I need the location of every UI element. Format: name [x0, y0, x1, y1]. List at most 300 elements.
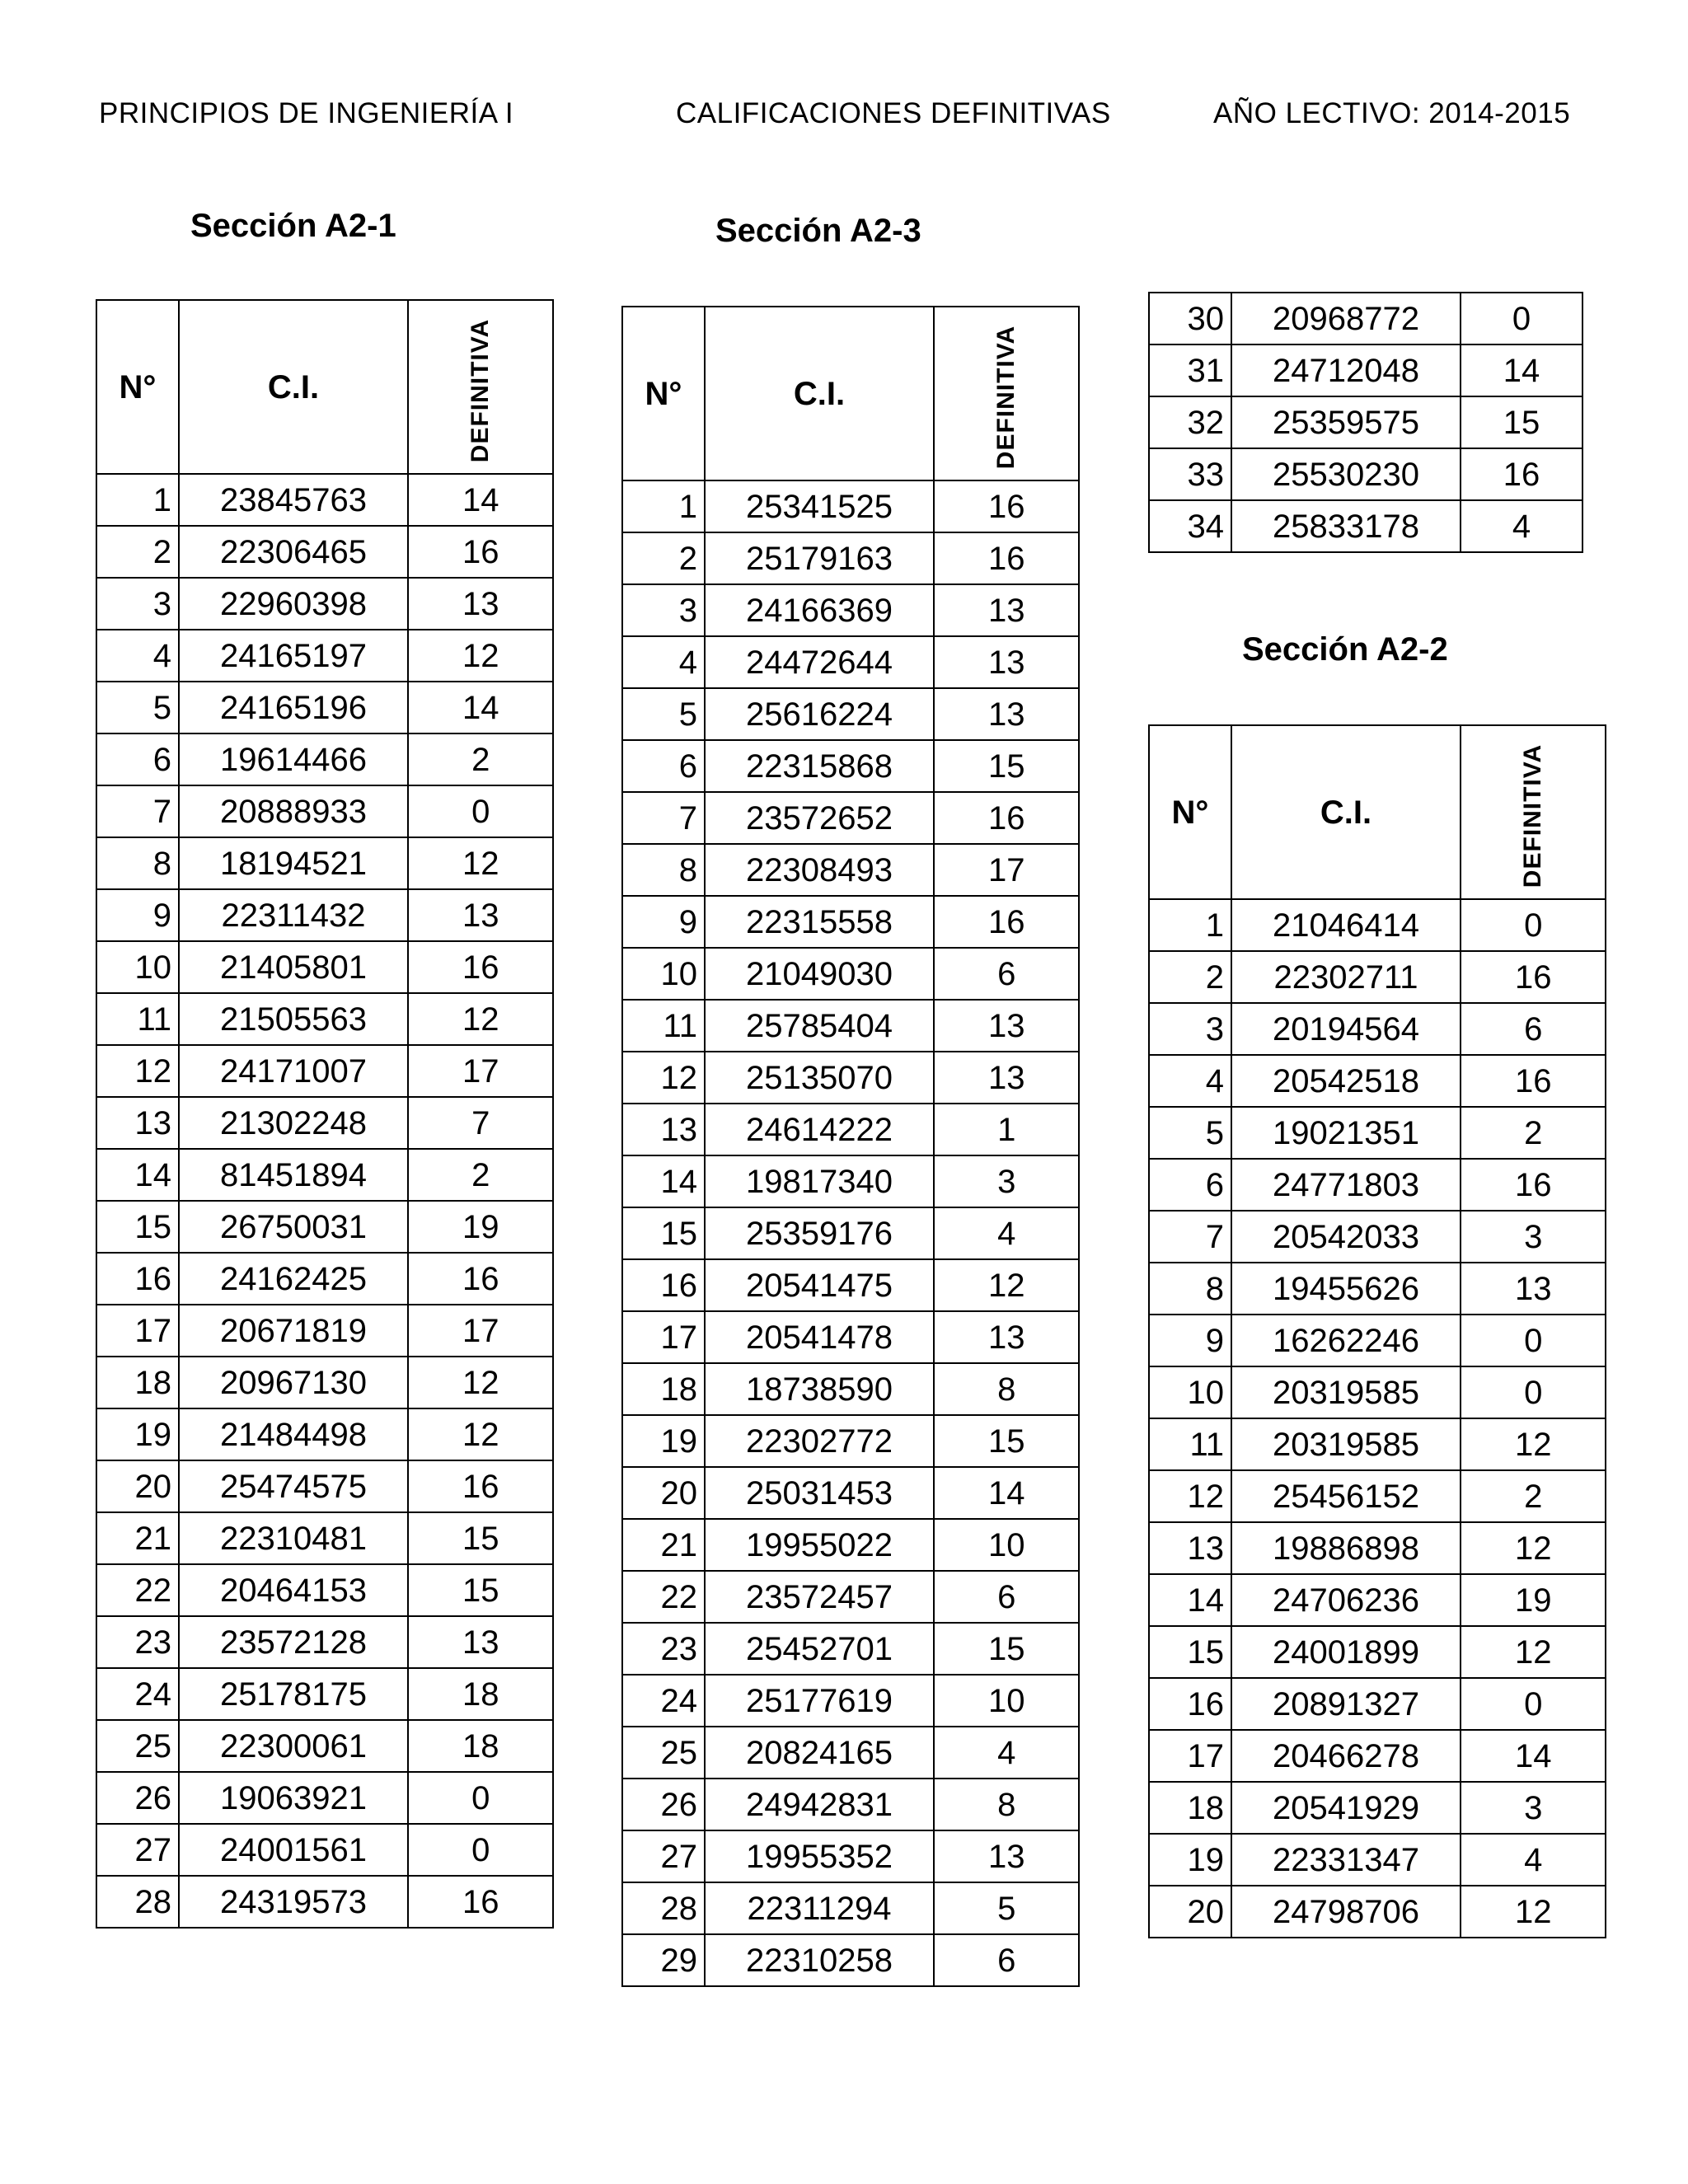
row-number: 14	[96, 1149, 179, 1201]
ci-number: 22308493	[705, 844, 934, 896]
ci-number: 20541475	[705, 1259, 934, 1311]
row-number: 32	[1149, 396, 1231, 448]
final-grade: 16	[934, 532, 1079, 584]
table-row	[622, 1779, 1079, 1830]
column-header-number: N°	[622, 307, 705, 480]
ci-number: 24001561	[179, 1824, 408, 1876]
table-row	[1149, 293, 1582, 344]
final-grade: 15	[934, 1415, 1079, 1467]
table-row	[96, 682, 553, 733]
row-number: 6	[96, 733, 179, 785]
table-row	[96, 1772, 553, 1824]
final-grade: 17	[408, 1045, 553, 1097]
row-number: 3	[1149, 1003, 1231, 1055]
ci-number: 24171007	[179, 1045, 408, 1097]
final-grade: 12	[934, 1259, 1079, 1311]
table-row	[96, 889, 553, 941]
final-grade: 4	[1461, 500, 1582, 552]
table-row	[622, 1000, 1079, 1052]
row-number: 9	[1149, 1315, 1231, 1366]
table-row	[1149, 1159, 1606, 1211]
final-grade: 16	[1461, 448, 1582, 500]
final-grade: 14	[408, 474, 553, 526]
row-number: 3	[96, 578, 179, 630]
table-row	[96, 1408, 553, 1460]
ci-number: 20319585	[1231, 1418, 1461, 1470]
ci-number: 23572128	[179, 1616, 408, 1668]
ci-number: 25474575	[179, 1460, 408, 1512]
row-number: 28	[96, 1876, 179, 1928]
ci-number: 25833178	[1231, 500, 1461, 552]
section-a2-2-title: Sección A2-2	[1242, 631, 1448, 668]
table-row	[1149, 1886, 1606, 1938]
row-number: 20	[1149, 1886, 1231, 1938]
ci-number: 20466278	[1231, 1730, 1461, 1782]
column-header-number: N°	[96, 300, 179, 474]
final-grade: 8	[934, 1779, 1079, 1830]
row-number: 12	[622, 1052, 705, 1104]
row-number: 27	[622, 1830, 705, 1882]
ci-number: 19955022	[705, 1519, 934, 1571]
table-row	[622, 1259, 1079, 1311]
final-grade: 12	[408, 993, 553, 1045]
row-number: 11	[96, 993, 179, 1045]
final-grade: 19	[408, 1201, 553, 1253]
table-row	[622, 1727, 1079, 1779]
column-header-number: N°	[1149, 725, 1231, 899]
ci-number: 20671819	[179, 1305, 408, 1357]
final-grade: 14	[1461, 344, 1582, 396]
table-row	[622, 584, 1079, 636]
table-row	[1149, 1315, 1606, 1366]
row-number: 5	[622, 688, 705, 740]
table-row	[622, 1882, 1079, 1934]
ci-number: 24798706	[1231, 1886, 1461, 1938]
row-number: 23	[622, 1623, 705, 1675]
ci-number: 20888933	[179, 785, 408, 837]
ci-number: 24165197	[179, 630, 408, 682]
ci-number: 22315868	[705, 740, 934, 792]
row-number: 13	[1149, 1522, 1231, 1574]
row-number: 2	[96, 526, 179, 578]
grades-table-a2-2	[1148, 724, 1606, 1938]
table-row	[1149, 1211, 1606, 1263]
ci-number: 20542033	[1231, 1211, 1461, 1263]
ci-number: 24706236	[1231, 1574, 1461, 1626]
ci-number: 24771803	[1231, 1159, 1461, 1211]
final-grade: 13	[408, 1616, 553, 1668]
row-number: 4	[1149, 1055, 1231, 1107]
row-number: 27	[96, 1824, 179, 1876]
row-number: 4	[622, 636, 705, 688]
ci-number: 21505563	[179, 993, 408, 1045]
row-number: 19	[1149, 1834, 1231, 1886]
ci-number: 24319573	[179, 1876, 408, 1928]
column-header-definitiva: DEFINITIVA	[934, 307, 1079, 480]
ci-number: 22311432	[179, 889, 408, 941]
ci-number: 23572457	[705, 1571, 934, 1623]
ci-number: 25456152	[1231, 1470, 1461, 1522]
ci-number: 18738590	[705, 1363, 934, 1415]
ci-number: 18194521	[179, 837, 408, 889]
row-number: 5	[96, 682, 179, 733]
table-row	[1149, 1626, 1606, 1678]
ci-number: 22310481	[179, 1512, 408, 1564]
column-header-ci: C.I.	[1231, 725, 1461, 899]
table-row	[622, 740, 1079, 792]
ci-number: 20967130	[179, 1357, 408, 1408]
table-row	[1149, 1366, 1606, 1418]
table-row	[1149, 1470, 1606, 1522]
row-number: 19	[622, 1415, 705, 1467]
row-number: 22	[96, 1564, 179, 1616]
row-number: 1	[1149, 899, 1231, 951]
final-grade: 12	[1461, 1522, 1606, 1574]
final-grade: 15	[934, 740, 1079, 792]
table-row	[622, 480, 1079, 532]
final-grade: 12	[1461, 1626, 1606, 1678]
table-row	[622, 1415, 1079, 1467]
final-grade: 3	[1461, 1211, 1606, 1263]
row-number: 23	[96, 1616, 179, 1668]
table-row	[1149, 1418, 1606, 1470]
ci-number: 19817340	[705, 1155, 934, 1207]
row-number: 6	[1149, 1159, 1231, 1211]
ci-number: 21484498	[179, 1408, 408, 1460]
row-number: 7	[96, 785, 179, 837]
final-grade: 8	[934, 1363, 1079, 1415]
table-row	[96, 837, 553, 889]
column-header-ci: C.I.	[705, 307, 934, 480]
row-number: 20	[96, 1460, 179, 1512]
final-grade: 12	[408, 1408, 553, 1460]
table-row	[96, 1824, 553, 1876]
table-row	[1149, 1107, 1606, 1159]
ci-number: 21046414	[1231, 899, 1461, 951]
row-number: 25	[96, 1720, 179, 1772]
row-number: 26	[96, 1772, 179, 1824]
ci-number: 25452701	[705, 1623, 934, 1675]
final-grade: 6	[934, 948, 1079, 1000]
table-row	[622, 1623, 1079, 1675]
final-grade: 6	[1461, 1003, 1606, 1055]
ci-number: 22302772	[705, 1415, 934, 1467]
table-header-row	[622, 307, 1079, 480]
row-number: 7	[1149, 1211, 1231, 1263]
final-grade: 16	[408, 1876, 553, 1928]
row-number: 18	[96, 1357, 179, 1408]
ci-number: 24001899	[1231, 1626, 1461, 1678]
table-row	[96, 578, 553, 630]
final-grade: 13	[934, 1830, 1079, 1882]
ci-number: 19614466	[179, 733, 408, 785]
row-number: 34	[1149, 500, 1231, 552]
ci-number: 23845763	[179, 474, 408, 526]
ci-number: 25359575	[1231, 396, 1461, 448]
course-name: PRINCIPIOS DE INGENIERÍA I	[99, 97, 514, 129]
final-grade: 0	[1461, 1678, 1606, 1730]
table-row	[1149, 1782, 1606, 1834]
final-grade: 15	[1461, 396, 1582, 448]
row-number: 19	[96, 1408, 179, 1460]
ci-number: 20464153	[179, 1564, 408, 1616]
table-row	[622, 792, 1079, 844]
row-number: 21	[96, 1512, 179, 1564]
grades-table-a2-3	[621, 306, 1080, 1987]
final-grade: 16	[1461, 951, 1606, 1003]
ci-number: 20319585	[1231, 1366, 1461, 1418]
row-number: 17	[1149, 1730, 1231, 1782]
ci-number: 19021351	[1231, 1107, 1461, 1159]
table-row	[1149, 1730, 1606, 1782]
row-number: 12	[1149, 1470, 1231, 1522]
row-number: 8	[1149, 1263, 1231, 1315]
final-grade: 14	[408, 682, 553, 733]
final-grade: 18	[408, 1668, 553, 1720]
ci-number: 22311294	[705, 1882, 934, 1934]
final-grade: 4	[1461, 1834, 1606, 1886]
final-grade: 4	[934, 1727, 1079, 1779]
final-grade: 18	[408, 1720, 553, 1772]
row-number: 16	[1149, 1678, 1231, 1730]
table-row	[622, 1052, 1079, 1104]
row-number: 9	[622, 896, 705, 948]
row-number: 21	[622, 1519, 705, 1571]
final-grade: 2	[408, 733, 553, 785]
row-number: 15	[1149, 1626, 1231, 1678]
final-grade: 19	[1461, 1574, 1606, 1626]
ci-number: 22315558	[705, 896, 934, 948]
table-row	[622, 1571, 1079, 1623]
final-grade: 13	[934, 636, 1079, 688]
final-grade: 13	[934, 1311, 1079, 1363]
column-header-ci: C.I.	[179, 300, 408, 474]
table-row	[96, 1201, 553, 1253]
final-grade: 4	[934, 1207, 1079, 1259]
row-number: 33	[1149, 448, 1231, 500]
row-number: 3	[622, 584, 705, 636]
table-row	[622, 1934, 1079, 1986]
row-number: 30	[1149, 293, 1231, 344]
table-header-row	[1149, 725, 1606, 899]
table-row	[622, 1467, 1079, 1519]
grades-table-a2-1	[96, 299, 554, 1929]
table-row	[622, 1207, 1079, 1259]
ci-number: 25616224	[705, 688, 934, 740]
final-grade: 2	[408, 1149, 553, 1201]
ci-number: 25530230	[1231, 448, 1461, 500]
row-number: 8	[96, 837, 179, 889]
ci-number: 25135070	[705, 1052, 934, 1104]
ci-number: 25177619	[705, 1675, 934, 1727]
ci-number: 20541478	[705, 1311, 934, 1363]
table-row	[96, 1149, 553, 1201]
grades-table-a2-3-continued	[1148, 292, 1583, 553]
ci-number: 20194564	[1231, 1003, 1461, 1055]
final-grade: 16	[408, 526, 553, 578]
row-number: 1	[622, 480, 705, 532]
final-grade: 0	[1461, 899, 1606, 951]
section-a2-1-title: Sección A2-1	[190, 208, 396, 244]
final-grade: 6	[934, 1571, 1079, 1623]
row-number: 6	[622, 740, 705, 792]
final-grade: 0	[408, 1824, 553, 1876]
table-row	[1149, 448, 1582, 500]
final-grade: 12	[408, 630, 553, 682]
table-row	[96, 1305, 553, 1357]
final-grade: 16	[408, 1460, 553, 1512]
final-grade: 15	[408, 1564, 553, 1616]
table-row	[1149, 500, 1582, 552]
table-row	[622, 948, 1079, 1000]
table-row	[96, 993, 553, 1045]
final-grade: 0	[408, 785, 553, 837]
academic-year: AÑO LECTIVO: 2014-2015	[1213, 97, 1571, 129]
ci-number: 22310258	[705, 1934, 934, 1986]
ci-number: 20891327	[1231, 1678, 1461, 1730]
final-grade: 10	[934, 1519, 1079, 1571]
table-row	[1149, 899, 1606, 951]
row-number: 26	[622, 1779, 705, 1830]
ci-number: 23572652	[705, 792, 934, 844]
row-number: 8	[622, 844, 705, 896]
row-number: 14	[1149, 1574, 1231, 1626]
row-number: 18	[1149, 1782, 1231, 1834]
final-grade: 1	[934, 1104, 1079, 1155]
final-grade: 13	[408, 889, 553, 941]
column-header-definitiva: DEFINITIVA	[1461, 725, 1606, 899]
row-number: 2	[1149, 951, 1231, 1003]
ci-number: 16262246	[1231, 1315, 1461, 1366]
document-title: CALIFICACIONES DEFINITIVAS	[676, 97, 1111, 129]
ci-number: 22306465	[179, 526, 408, 578]
row-number: 13	[96, 1097, 179, 1149]
table-row	[622, 1519, 1079, 1571]
row-number: 28	[622, 1882, 705, 1934]
final-grade: 0	[1461, 1315, 1606, 1366]
ci-number: 20541929	[1231, 1782, 1461, 1834]
final-grade: 2	[1461, 1107, 1606, 1159]
row-number: 1	[96, 474, 179, 526]
row-number: 9	[96, 889, 179, 941]
row-number: 4	[96, 630, 179, 682]
table-row	[96, 1512, 553, 1564]
table-row	[96, 1616, 553, 1668]
table-row	[1149, 1263, 1606, 1315]
table-row	[96, 1720, 553, 1772]
row-number: 10	[1149, 1366, 1231, 1418]
table-row	[1149, 1055, 1606, 1107]
row-number: 18	[622, 1363, 705, 1415]
table-row	[622, 1311, 1079, 1363]
final-grade: 17	[408, 1305, 553, 1357]
final-grade: 0	[1461, 293, 1582, 344]
ci-number: 25031453	[705, 1467, 934, 1519]
final-grade: 5	[934, 1882, 1079, 1934]
row-number: 2	[622, 532, 705, 584]
table-row	[1149, 1574, 1606, 1626]
final-grade: 10	[934, 1675, 1079, 1727]
final-grade: 13	[408, 578, 553, 630]
ci-number: 19063921	[179, 1772, 408, 1824]
table-row	[622, 1675, 1079, 1727]
final-grade: 7	[408, 1097, 553, 1149]
table-row	[96, 785, 553, 837]
table-row	[96, 526, 553, 578]
ci-number: 21049030	[705, 948, 934, 1000]
final-grade: 13	[934, 584, 1079, 636]
ci-number: 20542518	[1231, 1055, 1461, 1107]
table-row	[96, 1668, 553, 1720]
final-grade: 16	[1461, 1159, 1606, 1211]
ci-number: 22331347	[1231, 1834, 1461, 1886]
ci-number: 22302711	[1231, 951, 1461, 1003]
table-row	[622, 1104, 1079, 1155]
final-grade: 12	[1461, 1886, 1606, 1938]
table-row	[96, 1357, 553, 1408]
row-number: 10	[622, 948, 705, 1000]
table-row	[622, 532, 1079, 584]
final-grade: 16	[934, 480, 1079, 532]
ci-number: 25178175	[179, 1668, 408, 1720]
final-grade: 15	[408, 1512, 553, 1564]
row-number: 16	[96, 1253, 179, 1305]
table-header-row	[96, 300, 553, 474]
final-grade: 15	[934, 1623, 1079, 1675]
table-row	[96, 1564, 553, 1616]
final-grade: 16	[934, 896, 1079, 948]
row-number: 11	[1149, 1418, 1231, 1470]
table-row	[622, 896, 1079, 948]
row-number: 14	[622, 1155, 705, 1207]
row-number: 25	[622, 1727, 705, 1779]
ci-number: 24614222	[705, 1104, 934, 1155]
table-row	[1149, 396, 1582, 448]
final-grade: 13	[934, 688, 1079, 740]
table-row	[1149, 1834, 1606, 1886]
ci-number: 21405801	[179, 941, 408, 993]
table-row	[622, 1363, 1079, 1415]
column-header-definitiva: DEFINITIVA	[408, 300, 553, 474]
final-grade: 16	[408, 1253, 553, 1305]
ci-number: 19455626	[1231, 1263, 1461, 1315]
final-grade: 0	[1461, 1366, 1606, 1418]
table-row	[1149, 1678, 1606, 1730]
table-row	[96, 1097, 553, 1149]
table-row	[96, 474, 553, 526]
ci-number: 24712048	[1231, 344, 1461, 396]
final-grade: 16	[1461, 1055, 1606, 1107]
table-row	[96, 630, 553, 682]
row-number: 24	[622, 1675, 705, 1727]
table-row	[96, 733, 553, 785]
table-row	[96, 941, 553, 993]
final-grade: 14	[1461, 1730, 1606, 1782]
table-row	[622, 688, 1079, 740]
ci-number: 19886898	[1231, 1522, 1461, 1574]
final-grade: 0	[408, 1772, 553, 1824]
table-row	[1149, 1003, 1606, 1055]
table-row	[96, 1876, 553, 1928]
row-number: 15	[96, 1201, 179, 1253]
row-number: 17	[622, 1311, 705, 1363]
row-number: 29	[622, 1934, 705, 1986]
final-grade: 16	[408, 941, 553, 993]
table-row	[622, 636, 1079, 688]
ci-number: 25179163	[705, 532, 934, 584]
ci-number: 81451894	[179, 1149, 408, 1201]
final-grade: 17	[934, 844, 1079, 896]
